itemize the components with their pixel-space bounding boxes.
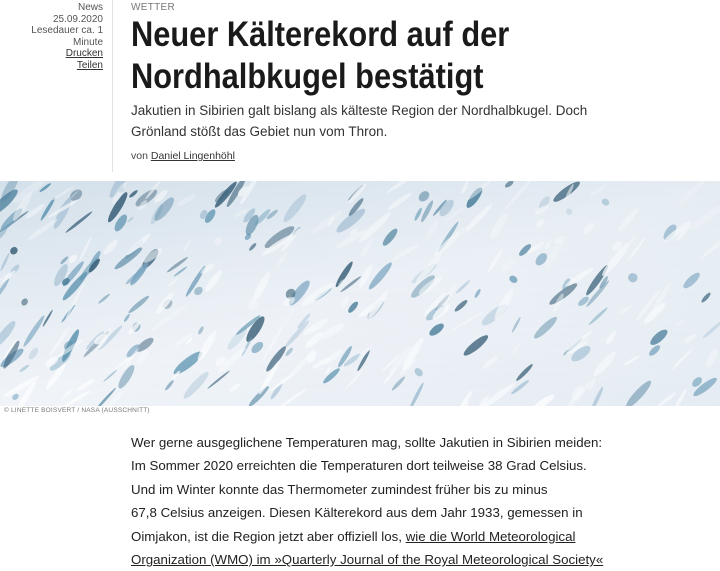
byline <box>131 150 235 162</box>
body-line: Im Sommer 2020 erreichten die Temperaturen dort teilweise 38 Grad Celsius. <box>131 458 587 474</box>
share-link[interactable]: Teilen <box>76 59 103 71</box>
wmo-source-link-continued[interactable]: Organization (WMO) im »Quarterly Journal of the Royal Meteorological Society« <box>131 552 604 568</box>
image-credit: © LINETTE BOISVERT / NASA (AUSSCHNITT) <box>4 407 150 414</box>
byline-prefix: von <box>131 150 148 162</box>
author-link[interactable]: Daniel Lingenhöhl <box>150 150 235 162</box>
headline-line-2: Nordhalbkugel bestätigt <box>131 57 484 96</box>
headline-line-1: Neuer Kälterekord auf der <box>131 15 510 54</box>
article-body <box>131 431 604 571</box>
category-label: News <box>77 2 103 13</box>
article-kicker: WETTER <box>131 2 176 13</box>
body-line <box>131 548 604 571</box>
body-line: Wer gerne ausgeglichene Temperaturen mag, sollte Jakutien in Sibirien meiden: <box>131 435 603 450</box>
hero-image-glacier <box>0 181 720 406</box>
body-line: Und im Winter konnte das Thermometer zumindest früher bis zu minus <box>131 481 548 497</box>
article-headline <box>131 14 624 98</box>
print-link[interactable]: Drucken <box>65 48 103 59</box>
body-line <box>131 525 596 548</box>
publish-date: 25.09.2020 <box>52 13 103 25</box>
body-line: 67,8 Celsius anzeigen. Diesen Kälterekord aus dem Jahr 1933, gemessen in <box>131 505 583 521</box>
meta-divider <box>112 0 113 172</box>
wmo-source-link[interactable]: wie die World Meteorological <box>405 528 576 544</box>
reading-time-unit: Minute <box>72 36 103 48</box>
article-teaser: Jakutien in Sibirien galt bislang als kälteste Region der Nordhalbkugel. Doch Grönland stößt das Gebiet nun vom Thron. <box>131 103 588 139</box>
reading-time: Lesedauer ca. 1 <box>31 25 103 36</box>
body-line-text: Oimjakon, ist die Region jetzt aber offiziell los, <box>131 528 406 544</box>
article-meta <box>0 2 103 71</box>
